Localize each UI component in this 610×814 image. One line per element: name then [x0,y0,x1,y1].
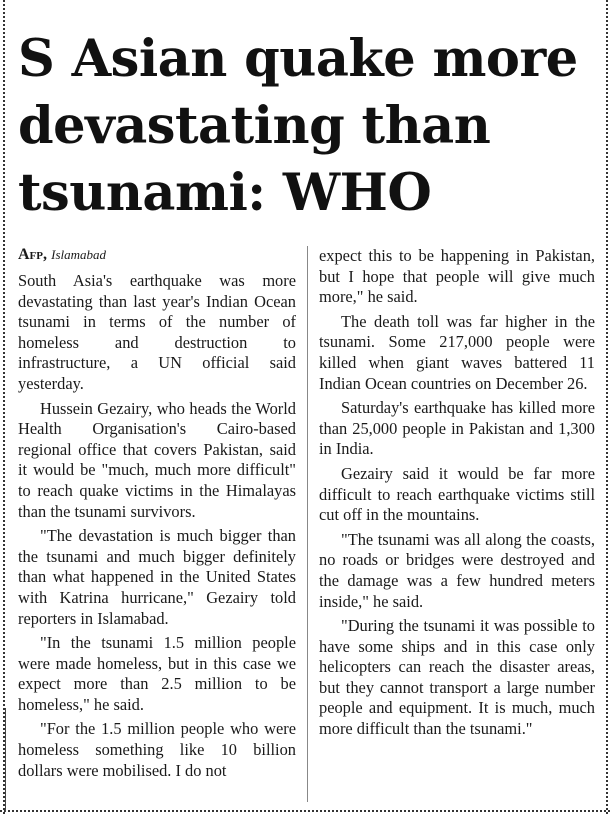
paragraph: "During the tsunami it was possible to have some ships and in this case only helicopters can reach the disaster areas, but they cannot transport a large number people and equipment. It is much, much more difficult than the tsunami." [319,616,595,739]
paragraph: "The tsunami was all along the coasts, no roads or bridges were destroyed and the damage was a few hundred meters inside," he said. [319,529,595,611]
paragraph: The death toll was far higher in the tsunami. Some 217,000 people were killed when giant waves battered 11 Indian Ocean countries on December 26. [319,311,595,393]
headline-line-3: tsunami: WHO [18,163,432,223]
paragraph: Hussein Gezairy, who heads the World Health Organisation's Cairo-based regional office that covers Pakistan, said it would be "much, much more difficult" to reach quake victims in the Himalayas than the tsunami survivors. [18,398,296,521]
paragraph: "For the 1.5 million people who were homeless something like 10 billion dollars were mobilised. I do not [18,719,296,780]
byline-agency: Afp, [18,246,47,263]
headline-line-1: S Asian quake more [18,29,578,89]
paragraph: Gezairy said it would be far more difficult to reach earthquake victims still cut off in the mountains. [319,463,595,525]
paragraph: Saturday's earthquake has killed more than 25,000 people in Pakistan and 1,300 in India. [319,398,595,459]
byline-dateline: Islamabad [51,247,106,262]
article-headline [18,26,608,227]
paragraph: "In the tsunami 1.5 million people were made homeless, but in this case we expect more than 2.5 million to be homeless," he said. [18,633,296,714]
paragraph: expect this to be happening in Pakistan, but I hope that people will give much more," he said. [319,246,595,307]
column-divider [307,246,308,802]
article-column-right [319,246,595,744]
headline-line-2: devastating than [18,96,491,156]
paragraph: South Asia's earthquake was more devastating than last year's Indian Ocean tsunami in terms of the number of homeless and destruction to infrastructure, a UN official said yesterday. [18,271,296,393]
dotted-border-bottom [0,810,610,812]
dotted-border-left [3,0,5,814]
paragraph: "The devastation is much bigger than the tsunami and much bigger definitely than what happened in the United States with Katrina hurricane," Gezairy told reporters in Islamabad. [18,526,296,628]
article-column-left [18,244,296,785]
byline [18,244,296,265]
margin-rule [5,708,6,812]
